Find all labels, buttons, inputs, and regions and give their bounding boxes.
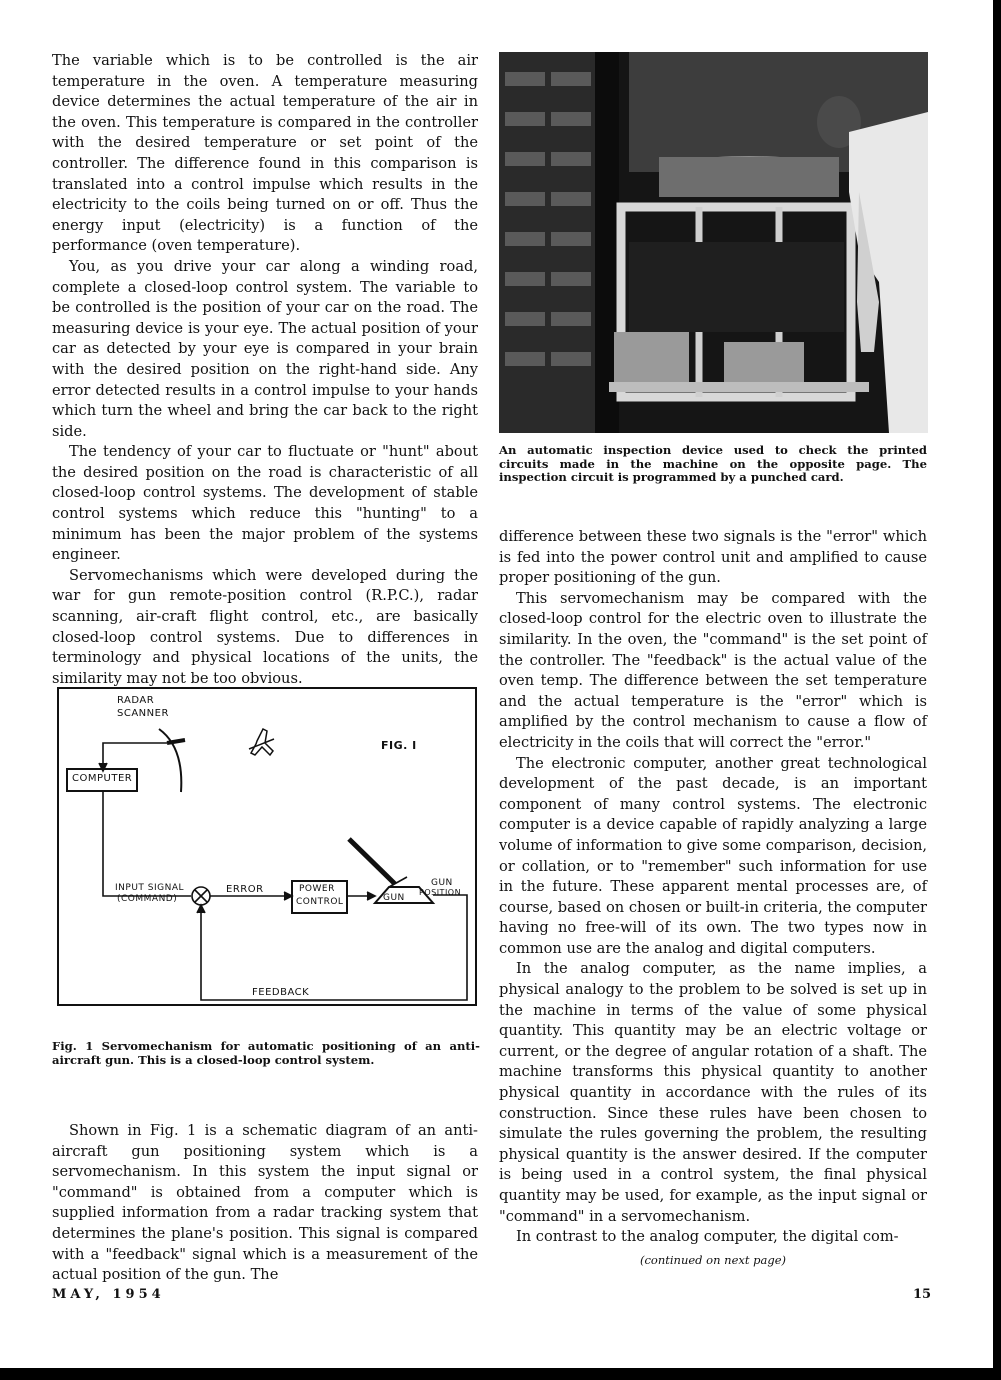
paragraph: This servomechanism may be compared with the closed-loop control for the electric oven to illustrate the similarity. In the oven, the "command" is the set point of the controller. The "feedback" is the actual value of the oven temp. The difference between the set temperature and the actual temperature is the "error" which is amplified by the control mechanism to cause a flow of electricity in the coils that will correct the "error." — [499, 589, 927, 751]
inspection-device-photo — [499, 52, 928, 433]
paragraph: Shown in Fig. 1 is a schematic diagram of an anti-aircraft gun positioning system which is a servomechanism. In this system the input signal or "command" is obtained from a computer which is supplied information from a radar tracking system that determines the plane's position. This signal is compared with a "feedback" signal which is a measurement of the actual position of the gun. The — [52, 1122, 478, 1284]
photo-illustration — [499, 52, 928, 433]
left-column-bottom — [52, 1121, 478, 1286]
right-column — [499, 527, 927, 1248]
scanner-label: SCANNER — [117, 708, 169, 719]
paragraph: In contrast to the analog computer, the digital com- — [516, 1228, 899, 1246]
page-number: 15 — [913, 1287, 932, 1302]
scan-edge-right — [993, 0, 1001, 1380]
power-label: POWER — [299, 884, 335, 894]
diagram-lines — [59, 689, 475, 1004]
feedback-label: FEEDBACK — [252, 987, 310, 998]
paragraph: The electronic computer, another great technological development of the past decade, is an important component of many control systems. The electronic computer is a device capable of rapidly analyzing a large volume of information to give some comparison, decision, or collation, or to "remember" such information for use in the future. These apparent mental processes are, of course, based on chosen or built-in criteria, the computer having no free-will of its own. The two types now in common use are the analog and digital computers. — [499, 754, 927, 957]
paragraph: You, as you drive your car along a winding road, complete a closed-loop control system. The variable to be controlled is the position of your car on the road. The measuring device is your eye. The actual position of your car as detected by your eye is compared in your brain with the desired position on the right-hand side. Any error detected results in a control impulse to your hands which turn the wheel and bring the car back to the right side. — [52, 257, 478, 440]
footer-date: MAY, 1954 — [52, 1287, 165, 1302]
computer-label: COMPUTER — [72, 773, 133, 784]
paragraph: Servomechanisms which were developed during the war for gun remote-position control (R.P.C.), radar scanning, air-craft flight control, etc., are basically closed-loop control systems. Due to differences in terminology and physical locations of the units, the similarity may not be too obvious. — [52, 566, 478, 687]
fig-1-servomechanism-diagram — [57, 687, 477, 1006]
scan-edge-bottom — [0, 1368, 1001, 1380]
paragraph: The tendency of your car to fluctuate or "hunt" about the desired position on the road is characteristic of all closed-loop control systems. The development of stable control systems which reduce this "hunting" to a minimum has been the major problem of the systems engineer. — [52, 443, 478, 564]
position-label: POSITION — [419, 888, 462, 897]
radar-label: RADAR — [117, 695, 155, 706]
photo-caption: An automatic inspection device used to check the printed circuits made in the machine on the opposite page. The inspection circuit is programmed by a punched card. — [499, 443, 927, 485]
input-signal-label: INPUT SIGNAL — [115, 883, 185, 893]
command-label: (COMMAND) — [117, 894, 178, 904]
control-label: CONTROL — [296, 897, 344, 907]
fig-label: FIG. I — [381, 739, 417, 752]
error-label: ERROR — [226, 884, 264, 895]
gun-label: GUN — [383, 893, 405, 903]
paragraph: difference between these two signals is the "error" which is fed into the power control unit and amplified to cause proper positioning of the gun. — [499, 528, 927, 587]
left-column-top — [52, 51, 478, 689]
continued-note: (continued on next page) — [639, 1253, 787, 1267]
paragraph: The variable which is to be controlled is the air temperature in the oven. A temperature measuring device determines the actual temperature of the air in the oven. This temperature is compared in the controller with the desired temperature or set point of the controller. The difference found in this comparison is translated into a control impulse which results in the electricity to the coils being turned on or off. Thus the energy input (electricity) is a function of the performance (oven temperature). — [52, 52, 478, 255]
figure-caption: Fig. 1 Servomechanism for automatic positioning of an anti-aircraft gun. This is a closed-loop control system. — [52, 1039, 480, 1067]
gun-position-label: GUN — [431, 878, 453, 888]
paragraph: In the analog computer, as the name implies, a physical analogy to the problem to be solved is set up in the machine in terms of the value of some physical quantity. This quantity may be an electric voltage or current, or the degree of angular rotation of a shaft. The machine transforms this physical quantity to another physical quantity in accordance with the rules of its construction. Since these rules have been chosen to simulate the rules governing the problem, the resulting physical quantity is the answer desired. If the computer is being used in a control system, the final physical quantity may be used, for example, as the input signal or "command" in a servomechanism. — [499, 960, 927, 1225]
